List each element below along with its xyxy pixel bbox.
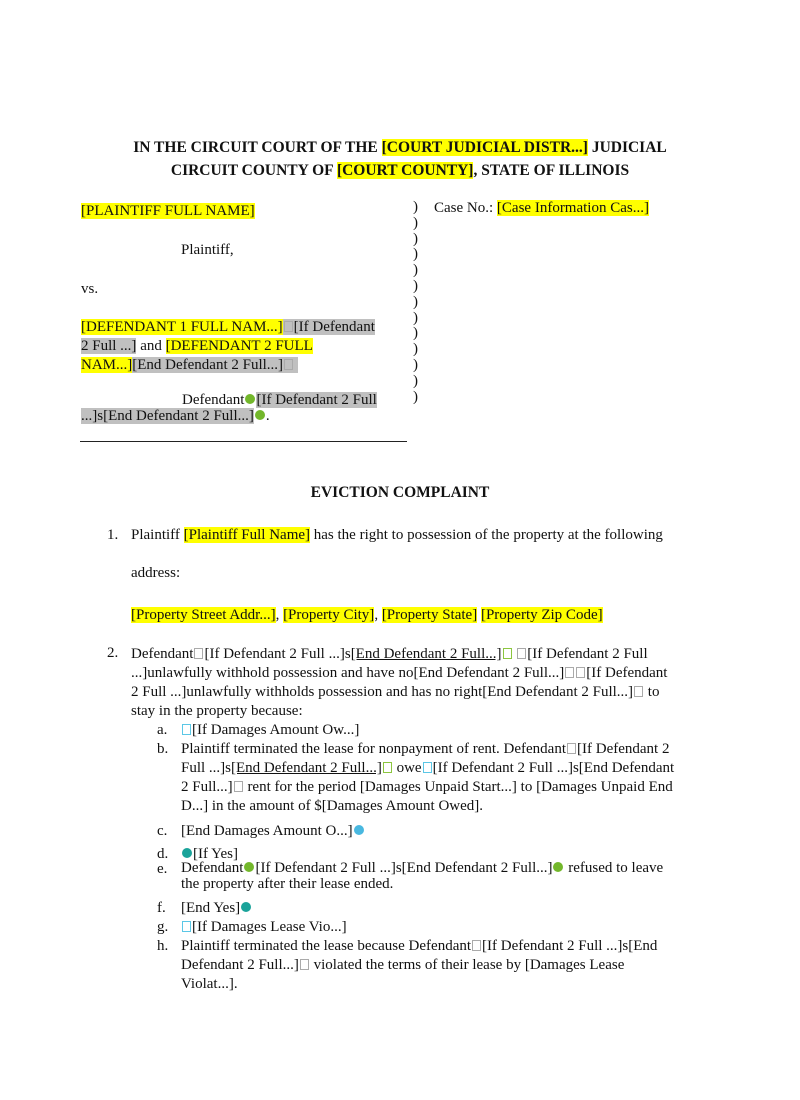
paren: ) (413, 277, 418, 294)
paren: ) (413, 325, 418, 342)
property-state-field[interactable]: [Property State] (381, 607, 478, 623)
list-label-h: h. (157, 938, 169, 954)
complaint-title: EVICTION COMPLAINT (310, 484, 490, 501)
paragraph-1-number: 1. (107, 527, 119, 543)
blue-marker-icon (354, 825, 364, 835)
paragraph-2-body (131, 645, 741, 721)
if-defendant2-plural-field-cont[interactable]: ...]s (81, 408, 104, 424)
if-defendant2-field[interactable]: [If Defendant 2 Full ...]s (204, 646, 351, 662)
court-heading-line1 (0, 139, 800, 157)
paren: ) (413, 356, 418, 373)
conditional-marker-icon (423, 762, 432, 773)
caption-signature-rule (80, 441, 407, 442)
paren: ) (413, 388, 418, 405)
heading-text: CIRCUIT COUNTY OF (170, 162, 337, 179)
teal-marker-icon (182, 848, 192, 858)
conditional-marker-icon (576, 667, 585, 678)
paren: ) (413, 246, 418, 263)
green-marker-icon (244, 862, 254, 872)
end-defendant2-plural-field[interactable]: [End Defendant 2 Full...] (103, 408, 254, 424)
paren: ) (413, 309, 418, 326)
p1-text: Plaintiff (131, 527, 184, 543)
end-defendant2-field[interactable]: Defendant 2 Full...] (181, 957, 299, 973)
green-marker-icon (245, 394, 255, 404)
conditional-marker-icon (182, 724, 191, 735)
p2-text: 2 Full ...]unlawfully withholds possession and has no right[End Defendant 2 Full...] (131, 684, 634, 700)
if-defendant2-field[interactable]: [If Defendant 2 Full ...]s[End Defendant 2 Full...] (255, 860, 553, 876)
heading-text: JUDICIAL (587, 139, 667, 156)
if-defendant2-plural-field[interactable]: [If Defendant 2 Full (256, 392, 377, 408)
paragraph-2-number: 2. (107, 645, 119, 661)
conditional-marker-icon (503, 648, 512, 659)
if-defendant2-field[interactable]: [If Defendant 2 Full ...]s[End Defendant (432, 760, 675, 776)
defendant2-name-field-cont[interactable]: NAM...] (81, 357, 133, 373)
defendant-label-block (81, 388, 418, 426)
conditional-marker-icon (182, 921, 191, 932)
list-item-c (181, 822, 365, 841)
p1-plaintiff-field[interactable]: [Plaintiff Full Name] (183, 527, 311, 543)
if-yes-field[interactable]: [If Yes] (193, 846, 238, 862)
end-yes-field[interactable]: [End Yes] (181, 900, 241, 916)
if-defendant2-field[interactable]: [If Defendant 2 Full ...]s[End (482, 938, 658, 954)
paren: ) (413, 341, 418, 358)
list-item-b (181, 740, 741, 816)
defendant-label: Defendant (182, 392, 245, 408)
conditional-marker-icon (284, 321, 293, 332)
list-label-g: g. (157, 919, 169, 935)
green-marker-icon (553, 862, 563, 872)
heading-text: IN THE CIRCUIT COURT OF THE (133, 139, 382, 156)
list-label-a: a. (157, 722, 168, 738)
paren: ) (413, 262, 418, 279)
conditional-marker-icon (565, 667, 574, 678)
plaintiff-name-field[interactable]: [PLAINTIFF FULL NAME] (81, 203, 255, 219)
p2-text: Defendant (131, 646, 194, 662)
if-defendant2-field[interactable]: Full ...]s (181, 760, 232, 776)
and-text: and (136, 338, 166, 354)
caption-parentheses (413, 200, 418, 405)
paren: ) (413, 199, 418, 215)
defendant1-name-field[interactable]: [DEFENDANT 1 FULL NAM...] (81, 319, 283, 335)
conditional-marker-icon (472, 940, 481, 951)
conditional-marker-icon (234, 781, 243, 792)
conditional-marker-icon (300, 959, 309, 970)
b-text: rent for the period [Damages Unpaid Start...] to [Damages Unpaid End (243, 779, 673, 795)
case-number-line (434, 200, 649, 217)
list-label-f: f. (157, 900, 166, 916)
defendant-names-block (81, 318, 416, 375)
if-damages-amount-field[interactable]: [If Damages Amount Ow...] (192, 722, 360, 738)
b-text: Plaintiff terminated the lease for nonpayment of rent. Defendant (181, 741, 567, 757)
property-city-field[interactable]: [Property City] (283, 607, 375, 623)
case-number-field[interactable]: [Case Information Cas...] (496, 200, 649, 216)
versus-label: vs. (81, 281, 99, 297)
list-item-f (181, 899, 252, 918)
p1-text: has the right to possession of the property at the following (310, 527, 663, 543)
paren: ) (413, 230, 418, 247)
teal-marker-icon (241, 902, 251, 912)
if-defendant2-field[interactable]: [If Defendant 2 (577, 741, 670, 757)
defendant2-name-field[interactable]: [DEFENDANT 2 FULL (165, 338, 313, 354)
list-label-e: e. (157, 861, 168, 877)
e-text: refused to leave (564, 860, 664, 876)
list-item-a (181, 721, 359, 740)
end-damages-amount-field[interactable]: [End Damages Amount O...] (181, 823, 353, 839)
h-text: violated the terms of their lease by [Damages Lease (309, 957, 625, 973)
conditional-marker-icon (567, 743, 576, 754)
paren: ) (413, 214, 418, 231)
p2-text: stay in the property because: (131, 703, 303, 719)
plaintiff-name-line (81, 203, 255, 220)
if-damages-lease-field[interactable]: [If Damages Lease Vio...] (192, 919, 347, 935)
heading-text: , STATE OF ILLINOIS (473, 162, 630, 179)
paren: ) (413, 293, 418, 310)
end-defendant2-field[interactable]: [End Defendant 2 Full...] (132, 357, 284, 373)
list-label-b: b. (157, 741, 169, 757)
list-item-g (181, 918, 347, 937)
court-heading-line2 (0, 162, 800, 180)
end-defendant2-field[interactable]: [End Defendant 2 Full...] (231, 760, 382, 776)
b-text: owe (392, 760, 422, 776)
end-defendant2-field[interactable]: 2 Full...] (181, 779, 233, 795)
h-text: Violat...]. (181, 976, 238, 992)
e-text: Defendant (181, 860, 244, 876)
conditional-marker-icon (284, 359, 293, 370)
if-defendant2-field[interactable]: [If Defendant (293, 319, 375, 335)
paren: ) (413, 372, 418, 389)
if-defendant2-field-cont[interactable]: 2 Full ...] (81, 338, 137, 354)
conditional-marker-icon (194, 648, 203, 659)
separator: , (374, 607, 382, 623)
list-item-h (181, 937, 741, 994)
conditional-marker-icon (383, 762, 392, 773)
paragraph-1-line1 (131, 527, 663, 544)
court-county-field[interactable]: [COURT COUNTY] (336, 162, 474, 179)
green-marker-icon (255, 410, 265, 420)
p2-text: ...]unlawfully withhold possession and have no[End Defendant 2 Full...] (131, 665, 565, 681)
list-label-c: c. (157, 823, 168, 839)
case-number-label: Case No.: (434, 200, 497, 216)
if-defendant2-field[interactable]: [If Defendant 2 Full (527, 646, 648, 662)
conditional-marker-icon (517, 648, 526, 659)
paragraph-1-address-label: address: (131, 565, 181, 581)
property-zip-field[interactable]: [Property Zip Code] (480, 607, 603, 623)
period-text: . (265, 408, 270, 424)
e-text: the property after their lease ended. (181, 876, 394, 892)
conditional-marker-icon (634, 686, 643, 697)
paragraph-1-address (131, 607, 603, 624)
plaintiff-label: Plaintiff, (181, 242, 234, 258)
property-street-field[interactable]: [Property Street Addr...] (131, 607, 276, 623)
court-district-field[interactable]: [COURT JUDICIAL DISTR...] (381, 139, 588, 156)
end-defendant2-field[interactable]: [End Defendant 2 Full...] (350, 646, 502, 662)
separator: , (275, 607, 284, 623)
b-text: D...] in the amount of $[Damages Amount Owed]. (181, 798, 484, 814)
p2-text: to (644, 684, 660, 700)
list-item-e (181, 860, 741, 892)
list-label-d: d. (157, 846, 169, 862)
if-defendant2-field[interactable]: [If Defendant (586, 665, 668, 681)
h-text: Plaintiff terminated the lease because Defendant (181, 938, 472, 954)
